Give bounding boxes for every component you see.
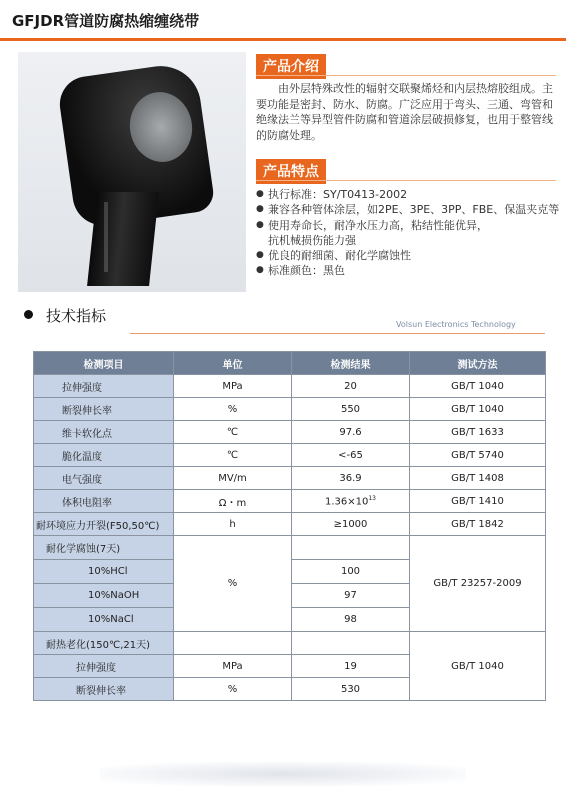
group-label: 耐热老化(150℃,21天): [34, 632, 174, 655]
tech-heading: 技术指标: [46, 307, 107, 325]
row-method: GB/T 5740: [410, 444, 546, 467]
row-method: GB/T 1408: [410, 467, 546, 490]
group-method: GB/T 1040: [410, 632, 546, 701]
features-heading: 产品特点: [256, 159, 326, 184]
sub-item: 断裂伸长率: [34, 678, 174, 701]
sub-result: 98: [292, 608, 410, 632]
sub-result: 530: [292, 678, 410, 701]
row-item: 电气强度: [34, 467, 174, 490]
row-item: 脆化温度: [34, 444, 174, 467]
column-header: 检测项目: [34, 352, 174, 375]
features-heading-rule: [256, 180, 556, 181]
group-unit: %: [174, 536, 292, 632]
sub-item: 10%HCl: [34, 560, 174, 584]
row-result: [292, 490, 410, 513]
features-list: [256, 187, 561, 279]
row-unit: MV/m: [174, 467, 292, 490]
bullet-icon: ●: [256, 219, 264, 230]
row-result: 20: [292, 375, 410, 398]
bullet-icon: ●: [256, 250, 264, 261]
row-item: 耐环境应力开裂(F50,50℃): [34, 513, 174, 536]
row-result: 550: [292, 398, 410, 421]
sub-item: 10%NaOH: [34, 584, 174, 608]
row-result: <-65: [292, 444, 410, 467]
row-result: 97.6: [292, 421, 410, 444]
row-result: 36.9: [292, 467, 410, 490]
tape-highlight: [104, 202, 108, 272]
row-item: 体积电阻率: [34, 490, 174, 513]
row-unit: Ω・m: [174, 490, 292, 513]
chemical-group-row: [34, 536, 546, 560]
result-exponent: 13: [368, 494, 376, 502]
column-header: 单位: [174, 352, 292, 375]
table-row: [34, 421, 546, 444]
table-row: [34, 398, 546, 421]
footer-decoration: [100, 762, 466, 786]
column-header: 检测结果: [292, 352, 410, 375]
group-method: GB/T 23257-2009: [410, 536, 546, 632]
intro-heading-rule: [256, 75, 556, 76]
feature-item: ● 执行标准：SY/T0413-2002: [256, 188, 408, 201]
feature-item: ● 兼容各种管体涂层，如2PE、3PE、3PP、FBE、保温夹克等: [256, 203, 560, 217]
sub-item: 拉伸强度: [34, 655, 174, 678]
row-method: GB/T 1410: [410, 490, 546, 513]
group-result-empty: [292, 632, 410, 655]
row-unit: MPa: [174, 375, 292, 398]
row-method: GB/T 1040: [410, 398, 546, 421]
sub-result: 100: [292, 560, 410, 584]
feature-item-continuation: 抗机械损伤能力强: [268, 233, 356, 247]
spec-table: [33, 351, 546, 701]
row-item: 维卡软化点: [34, 421, 174, 444]
table-row: [34, 467, 546, 490]
sub-result: 19: [292, 655, 410, 678]
table-header-row: [34, 352, 546, 375]
column-header: 测试方法: [410, 352, 546, 375]
row-unit: ℃: [174, 444, 292, 467]
tape-strip: [87, 192, 159, 286]
section-bullet-icon: [24, 310, 33, 319]
bullet-icon: ●: [256, 189, 264, 199]
sub-unit: MPa: [174, 655, 292, 678]
table-row: [34, 444, 546, 467]
tech-heading-rule: [130, 333, 545, 334]
intro-text: 由外层特殊改性的辐射交联聚烯烃和内层热熔胶组成。主要功能是密封、防水、防腐。广泛应用于弯头、三通、弯管和绝缘法兰等异型管件防腐和管道涂层破损修复，也用于整管线的防腐处理。: [256, 82, 553, 142]
sub-unit: %: [174, 678, 292, 701]
page-title: GFJDR管道防腐热缩缠绕带: [12, 12, 200, 30]
group-label: 耐化学腐蚀(7天): [34, 536, 174, 560]
row-unit: ℃: [174, 421, 292, 444]
product-photo: [18, 52, 246, 292]
table-row: [34, 375, 546, 398]
feature-item: ● 优良的耐细菌、耐化学腐蚀性: [256, 249, 411, 263]
sub-item: 10%NaCl: [34, 608, 174, 632]
row-unit: %: [174, 398, 292, 421]
intro-heading: 产品介绍: [256, 54, 326, 79]
heat-group-row: [34, 632, 546, 655]
row-item: 拉伸强度: [34, 375, 174, 398]
company-name: Volsun Electronics Technology: [396, 320, 516, 329]
bullet-icon: ●: [256, 265, 264, 276]
title-divider: [0, 38, 566, 41]
feature-item: ● 使用寿命长，耐净水压力高，粘结性能优异，: [256, 218, 488, 232]
sub-result: 97: [292, 584, 410, 608]
table-row: [34, 490, 546, 513]
row-item: 断裂伸长率: [34, 398, 174, 421]
row-unit: h: [174, 513, 292, 536]
group-result-empty: [292, 536, 410, 560]
result-base: 1.36×10: [324, 496, 369, 508]
table-row: [34, 513, 546, 536]
row-method: GB/T 1040: [410, 375, 546, 398]
feature-item: ● 标准颜色：黑色: [256, 264, 345, 278]
row-method: GB/T 1842: [410, 513, 546, 536]
row-method: GB/T 1633: [410, 421, 546, 444]
row-result: ≥1000: [292, 513, 410, 536]
group-unit-empty: [174, 632, 292, 655]
bullet-icon: ●: [256, 204, 264, 215]
